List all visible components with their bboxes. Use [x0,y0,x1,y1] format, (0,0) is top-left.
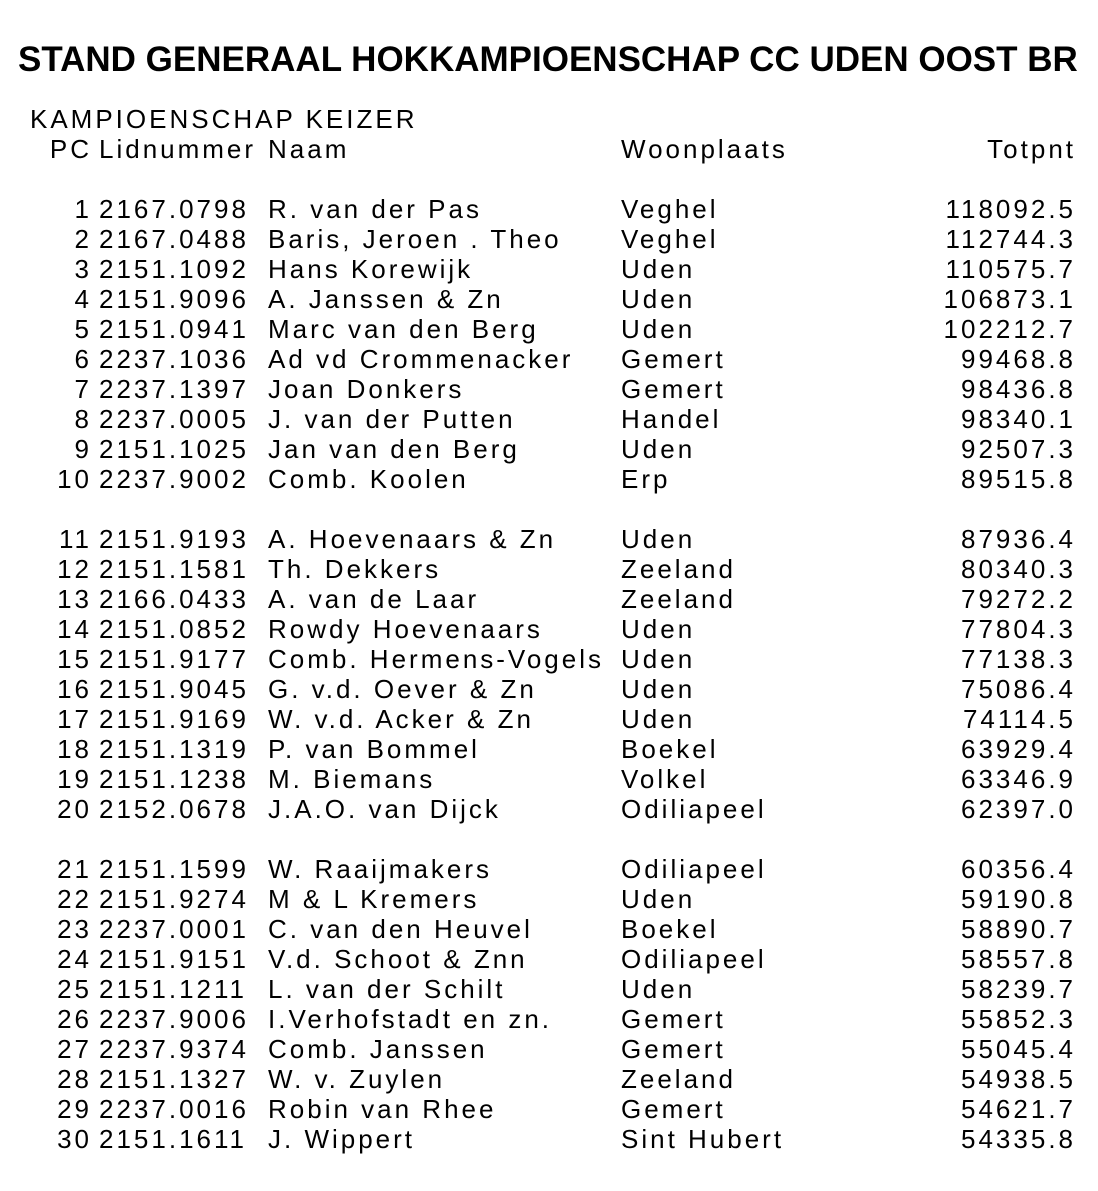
row-naam: J. van der Putten [268,404,516,434]
row-pc: 27 [57,1034,92,1064]
row-totpnt: 74114.5 [962,704,1076,734]
row-lidnummer: 2151.9096 [99,284,249,314]
row-totpnt: 54335.8 [961,1124,1076,1154]
table-row [30,1034,1098,1064]
row-woonplaats: Gemert [621,374,726,404]
row-naam: Ad vd Crommenacker [268,344,574,374]
row-woonplaats: Odiliapeel [621,794,767,824]
table-row [30,914,1098,944]
row-naam: J. Wippert [268,1124,416,1154]
table-row [30,344,1098,374]
row-naam: Comb. Hermens-Vogels [268,644,604,674]
row-woonplaats: Uden [621,284,696,314]
table-body [30,164,1098,1154]
row-lidnummer: 2151.1092 [99,254,249,284]
row-lidnummer: 2151.1319 [99,734,249,764]
row-pc: 17 [57,704,92,734]
row-totpnt: 55045.4 [961,1034,1076,1064]
row-woonplaats: Gemert [621,1034,726,1064]
table-row [30,314,1098,344]
row-naam: Jan van den Berg [268,434,520,464]
table-row [30,1064,1098,1094]
row-pc: 13 [57,584,92,614]
row-lidnummer: 2237.0005 [99,404,249,434]
row-lidnummer: 2166.0433 [99,584,249,614]
row-lidnummer: 2151.0941 [99,314,249,344]
row-woonplaats: Erp [621,464,671,494]
row-pc: 7 [74,374,92,404]
row-pc: 22 [57,884,92,914]
row-lidnummer: 2151.1599 [99,854,249,884]
header-naam: Naam [268,134,350,164]
section-title-line [30,104,1098,134]
row-pc: 18 [57,734,92,764]
row-totpnt: 102212.7 [943,314,1076,344]
table-row [30,254,1098,284]
row-naam: M. Biemans [268,764,436,794]
row-pc: 2 [74,224,92,254]
row-woonplaats: Gemert [621,1094,726,1124]
row-totpnt: 112744.3 [945,224,1076,254]
row-lidnummer: 2151.1581 [99,554,249,584]
row-totpnt: 75086.4 [961,674,1076,704]
row-pc: 8 [74,404,92,434]
row-totpnt: 54621.7 [961,1094,1076,1124]
table-row [30,464,1098,494]
table-row [30,884,1098,914]
row-lidnummer: 2151.1211 [99,974,247,1004]
row-lidnummer: 2237.1036 [99,344,249,374]
row-pc: 14 [57,614,92,644]
row-woonplaats: Handel [621,404,722,434]
table-row [30,554,1098,584]
row-pc: 24 [57,944,92,974]
row-totpnt: 58239.7 [961,974,1076,1004]
table-row [30,734,1098,764]
row-lidnummer: 2151.9151 [99,944,249,974]
row-totpnt: 89515.8 [961,464,1076,494]
table-row [30,524,1098,554]
row-naam: Comb. Koolen [268,464,469,494]
row-naam: C. van den Heuvel [268,914,533,944]
row-totpnt: 118092.5 [945,194,1076,224]
row-totpnt: 87936.4 [961,524,1076,554]
table-row [30,674,1098,704]
row-naam: J.A.O. van Dijck [268,794,501,824]
table-row [30,194,1098,224]
table-row [30,764,1098,794]
row-naam: Robin van Rhee [268,1094,497,1124]
row-pc: 15 [57,644,92,674]
row-lidnummer: 2151.9193 [99,524,249,554]
row-woonplaats: Boekel [621,734,719,764]
row-totpnt: 98340.1 [961,404,1076,434]
row-woonplaats: Veghel [621,224,719,254]
row-pc: 30 [57,1124,92,1154]
row-woonplaats: Uden [621,254,696,284]
row-pc: 11 [59,524,92,554]
row-naam: G. v.d. Oever & Zn [268,674,537,704]
row-totpnt: 55852.3 [961,1004,1076,1034]
row-naam: A. van de Laar [268,584,480,614]
row-totpnt: 63346.9 [961,764,1076,794]
row-naam: Joan Donkers [268,374,465,404]
table-row [30,434,1098,464]
row-pc: 28 [57,1064,92,1094]
row-totpnt: 54938.5 [961,1064,1076,1094]
row-totpnt: 62397.0 [961,794,1076,824]
row-woonplaats: Uden [621,644,696,674]
row-woonplaats: Uden [621,524,696,554]
row-naam: L. van der Schilt [268,974,506,1004]
table-row [30,614,1098,644]
row-lidnummer: 2151.9045 [99,674,249,704]
table-row [30,974,1098,1004]
row-lidnummer: 2237.1397 [99,374,249,404]
row-pc: 1 [74,194,92,224]
row-lidnummer: 2151.9274 [99,884,249,914]
table-row [30,1004,1098,1034]
row-woonplaats: Zeeland [621,584,736,614]
row-totpnt: 80340.3 [961,554,1076,584]
row-lidnummer: 2151.9177 [99,644,249,674]
row-naam: Rowdy Hoevenaars [268,614,543,644]
row-totpnt: 63929.4 [961,734,1076,764]
row-pc: 20 [57,794,92,824]
row-woonplaats: Uden [621,614,696,644]
row-pc: 21 [57,854,92,884]
column-header-row [30,134,1098,164]
row-pc: 23 [57,914,92,944]
table-row [30,374,1098,404]
row-pc: 3 [74,254,92,284]
row-group-spacer [30,494,1098,524]
row-pc: 6 [74,344,92,374]
row-woonplaats: Veghel [621,194,719,224]
row-naam: Hans Korewijk [268,254,474,284]
table-row [30,1124,1098,1154]
row-woonplaats: Odiliapeel [621,944,767,974]
row-totpnt: 77138.3 [961,644,1076,674]
row-lidnummer: 2151.1238 [99,764,249,794]
row-totpnt: 106873.1 [943,284,1076,314]
row-naam: P. van Bommel [268,734,480,764]
section-title: KAMPIOENSCHAP KEIZER [30,104,418,134]
row-totpnt: 58557.8 [961,944,1076,974]
row-lidnummer: 2167.0488 [99,224,249,254]
header-woonplaats: Woonplaats [621,134,788,164]
header-totpnt: Totpnt [987,134,1076,164]
table-row [30,284,1098,314]
row-woonplaats: Zeeland [621,1064,736,1094]
row-woonplaats: Sint Hubert [621,1124,785,1154]
row-naam: W. v. Zuylen [268,1064,446,1094]
row-woonplaats: Uden [621,314,696,344]
row-naam: A. Janssen & Zn [268,284,504,314]
standings-report [30,104,1098,1154]
row-lidnummer: 2237.9006 [99,1004,249,1034]
row-pc: 26 [57,1004,92,1034]
row-naam: Comb. Janssen [268,1034,488,1064]
row-naam: I.Verhofstadt en zn. [268,1004,553,1034]
row-lidnummer: 2151.1025 [99,434,249,464]
row-lidnummer: 2237.0016 [99,1094,249,1124]
row-naam: W. v.d. Acker & Zn [268,704,534,734]
row-pc: 25 [57,974,92,1004]
row-group-spacer [30,824,1098,854]
row-lidnummer: 2237.9374 [99,1034,249,1064]
row-naam: Th. Dekkers [268,554,442,584]
row-lidnummer: 2237.9002 [99,464,249,494]
row-woonplaats: Uden [621,704,696,734]
row-woonplaats: Odiliapeel [621,854,767,884]
row-totpnt: 110575.7 [945,254,1076,284]
row-lidnummer: 2151.1611 [99,1124,247,1154]
row-pc: 5 [74,314,92,344]
row-pc: 9 [74,434,92,464]
row-lidnummer: 2152.0678 [99,794,249,824]
row-totpnt: 59190.8 [961,884,1076,914]
table-row [30,404,1098,434]
row-naam: A. Hoevenaars & Zn [268,524,557,554]
row-woonplaats: Gemert [621,1004,726,1034]
row-naam: Baris, Jeroen . Theo [268,224,562,254]
row-naam: Marc van den Berg [268,314,539,344]
row-naam: R. van der Pas [268,194,482,224]
row-woonplaats: Uden [621,434,696,464]
row-pc: 29 [57,1094,92,1124]
header-pc: PC [49,134,92,164]
row-totpnt: 58890.7 [961,914,1076,944]
row-totpnt: 60356.4 [961,854,1076,884]
row-totpnt: 79272.2 [961,584,1076,614]
row-totpnt: 77804.3 [961,614,1076,644]
row-lidnummer: 2151.1327 [99,1064,249,1094]
table-row [30,584,1098,614]
row-woonplaats: Uden [621,974,696,1004]
table-row [30,644,1098,674]
row-totpnt: 99468.8 [961,344,1076,374]
row-group-spacer [30,164,1098,194]
row-lidnummer: 2237.0001 [99,914,249,944]
row-woonplaats: Gemert [621,344,726,374]
row-woonplaats: Zeeland [621,554,736,584]
row-woonplaats: Uden [621,884,696,914]
row-woonplaats: Volkel [621,764,709,794]
row-pc: 16 [57,674,92,704]
row-naam: W. Raaijmakers [268,854,493,884]
row-pc: 10 [57,464,92,494]
row-totpnt: 92507.3 [961,434,1076,464]
row-woonplaats: Uden [621,674,696,704]
row-naam: M & L Kremers [268,884,480,914]
table-row [30,704,1098,734]
header-lidnummer: Lidnummer [99,134,257,164]
table-row [30,794,1098,824]
row-naam: V.d. Schoot & Znn [268,944,528,974]
table-row [30,224,1098,254]
row-woonplaats: Boekel [621,914,719,944]
row-pc: 4 [74,284,92,314]
row-totpnt: 98436.8 [961,374,1076,404]
table-row [30,1094,1098,1124]
row-lidnummer: 2151.0852 [99,614,249,644]
row-lidnummer: 2167.0798 [99,194,249,224]
table-row [30,944,1098,974]
row-pc: 19 [57,764,92,794]
table-row [30,854,1098,884]
row-pc: 12 [57,554,92,584]
row-lidnummer: 2151.9169 [99,704,249,734]
page-title: STAND GENERAAL HOKKAMPIOENSCHAP CC UDEN OOST BR [18,40,1078,79]
